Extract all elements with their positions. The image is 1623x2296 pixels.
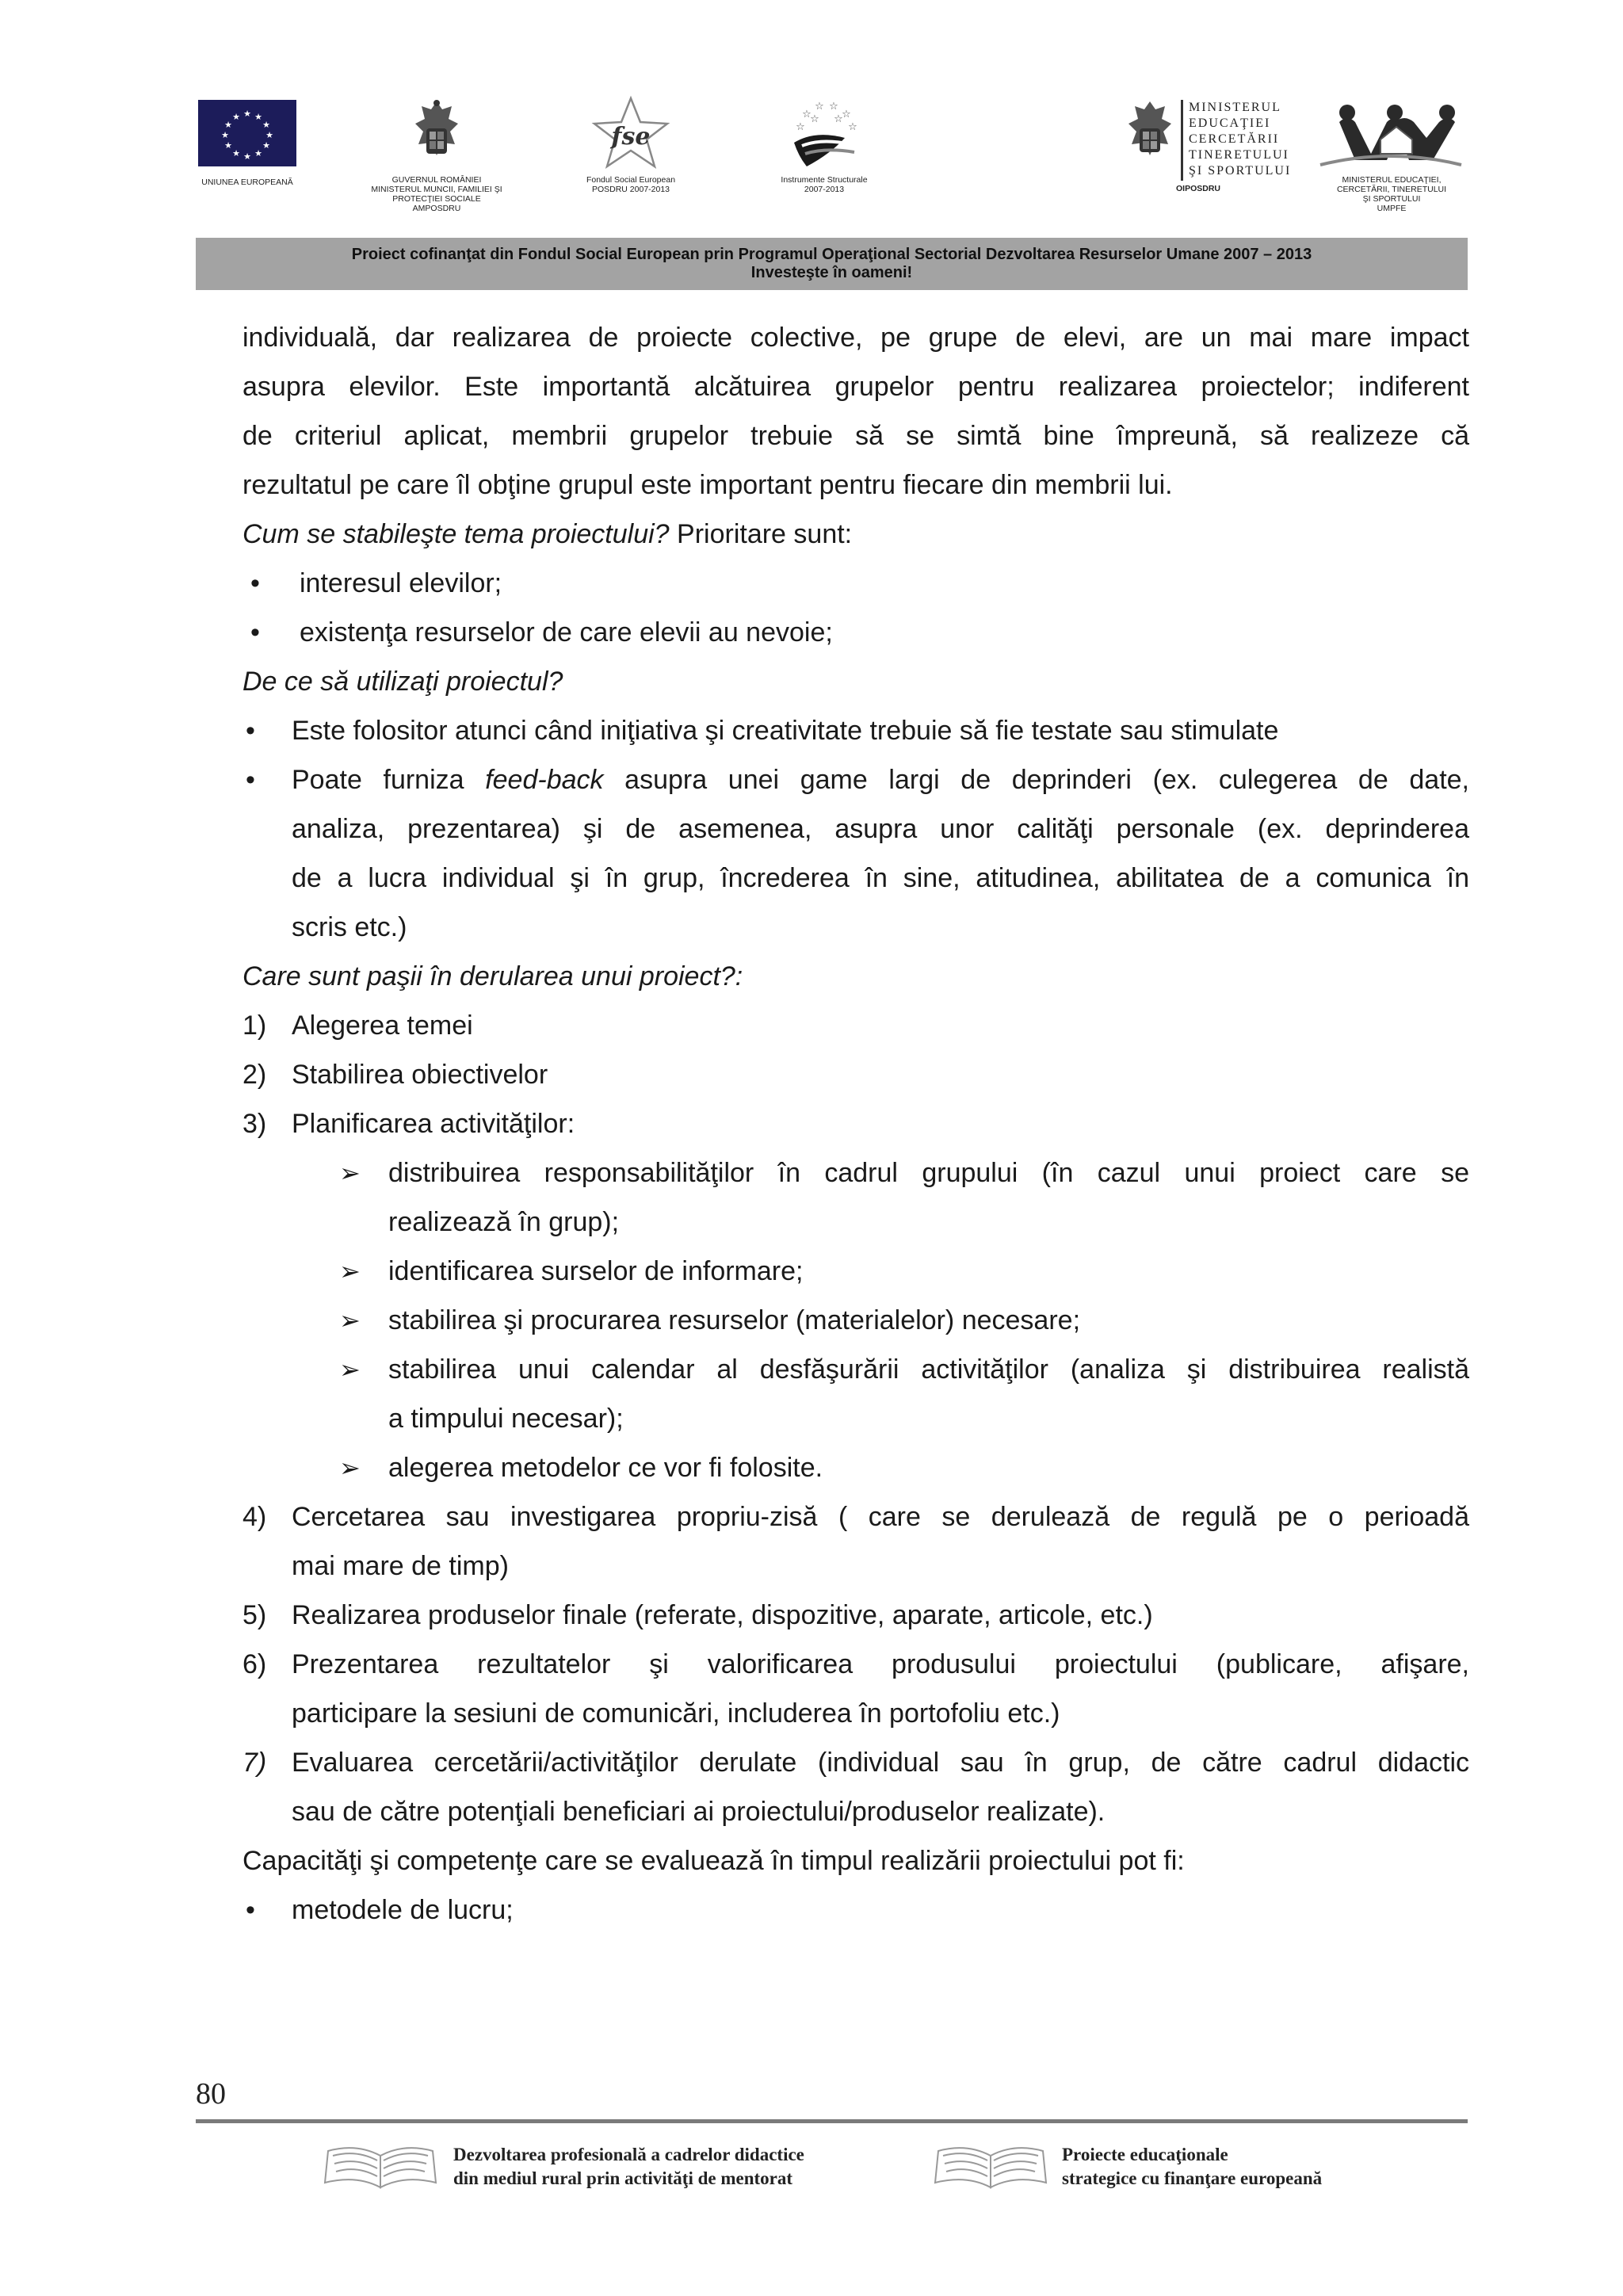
bullet-icon: • — [246, 765, 255, 795]
step-number: 5) — [242, 1600, 267, 1630]
paragraph-line: asupra elevilor. Este importantă alcătuirea grupelor pentru realizarea proiectelor; indiferent — [242, 372, 1469, 402]
bullet-item-cont: de a lucra individual şi în grup, încrederea în sine, atitudinea, abilitatea de a comunica în — [292, 863, 1469, 893]
fse-logo — [590, 95, 672, 173]
eu-flag-logo — [198, 100, 296, 166]
project-banner — [196, 238, 1468, 290]
svg-text:★: ★ — [243, 151, 251, 162]
paragraph-line: de criteriul aplicat, membrii grupelor trebuie să se simtă bine împreună, să realizeze că — [242, 421, 1469, 451]
footer-right-text: Proiecte educaţionale strategice cu finanţare europeană — [1062, 2145, 1323, 2188]
banner-line-2: Investeşte în oameni! — [750, 264, 913, 281]
sub-item: stabilirea şi procurarea resurselor (materialelor) necesare; — [388, 1305, 1081, 1335]
bullet-item: existenţa resurselor de care elevii au nevoie; — [300, 617, 833, 648]
step-text-cont: participare la sesiuni de comunicări, includerea în portofoliu etc.) — [292, 1698, 1060, 1729]
bullet-item: Poate furniza feed-back asupra unei game largi de deprinderi (ex. culegerea de date, — [292, 765, 1469, 795]
svg-text:★: ★ — [243, 109, 251, 119]
capacities-intro: Capacităţi şi competenţe care se evaluează în timpul realizării proiectului pot fi: — [242, 1846, 1185, 1876]
svg-text:★: ★ — [224, 140, 232, 151]
paragraph-line: individuală, dar realizarea de proiecte colective, pe grupe de elevi, are un mai mare impact — [242, 323, 1469, 353]
sub-item: identificarea surselor de informare; — [388, 1256, 804, 1286]
instrumente-label: Instrumente Structurale 2007-2013 — [781, 175, 868, 194]
arrow-bullet-icon: ➢ — [339, 1306, 361, 1335]
ministry-divider — [1181, 100, 1183, 181]
step-text: Cercetarea sau investigarea propriu-zisă ( care se derulează de regulă pe o perioadă — [292, 1502, 1469, 1532]
coat-of-arms-icon — [411, 97, 463, 173]
svg-text:★: ★ — [232, 112, 240, 122]
question-steps: Care sunt paşii în derularea unui proiect?: — [242, 961, 743, 991]
svg-text:☆: ☆ — [802, 109, 812, 120]
arrow-bullet-icon: ➢ — [339, 1454, 361, 1482]
step-text-cont: sau de către potenţiali beneficiari ai proiectului/produselor realizate). — [292, 1797, 1106, 1827]
arrow-bullet-icon: ➢ — [339, 1355, 361, 1384]
step-number: 4) — [242, 1502, 267, 1532]
page-number: 80 — [196, 2077, 226, 2111]
step-number: 1) — [242, 1010, 267, 1041]
bullet-icon: • — [246, 1895, 255, 1925]
footer-left-text: Dezvoltarea profesională a cadrelor didactice din mediul rural prin activităţi de mentorat — [453, 2145, 804, 2188]
bullet-item-cont: scris etc.) — [292, 912, 407, 942]
step-text: Realizarea produselor finale (referate, dispozitive, aparate, articole, etc.) — [292, 1600, 1153, 1630]
fse-label: Fondul Social European POSDRU 2007-2013 — [586, 175, 676, 194]
bullet-icon: • — [250, 617, 260, 648]
step-text: Planificarea activităţilor: — [292, 1109, 575, 1139]
banner-line-1: Proiect cofinanţat din Fondul Social European prin Programul Operaţional Sectorial Dezvoltarea Resurselor Umane 2007 – 2013 — [351, 246, 1312, 263]
footer-divider — [196, 2119, 1468, 2123]
step-text: Evaluarea cercetării/activităţilor derulate (individual sau în grup, de către cadrul didactic — [292, 1748, 1469, 1778]
bullet-icon: • — [246, 716, 255, 746]
instrumente-structurale-logo — [783, 98, 865, 176]
step-number: 3) — [242, 1109, 267, 1139]
step-number: 2) — [242, 1060, 267, 1090]
question-theme — [242, 510, 852, 559]
sub-item-cont: a timpului necesar); — [388, 1404, 624, 1434]
svg-text:☆: ☆ — [796, 121, 805, 133]
bullet-item-cont: analiza, prezentarea) şi de asemenea, asupra unor calităţi personale (ex. deprinderea — [292, 814, 1469, 844]
gov-romania-label: GUVERNUL ROMÂNIEI MINISTERUL MUNCII, FAMILIEI ŞI PROTECŢIEI SOCIALE AMPOSDRU — [371, 175, 502, 213]
svg-text:☆: ☆ — [848, 121, 857, 133]
eu-flag-label: UNIUNEA EUROPEANĂ — [201, 178, 293, 187]
bullet-item: Este folositor atunci când iniţiativa şi creativitate trebuie să fie testate sau stimulate — [292, 716, 1279, 746]
step-text: Alegerea temei — [292, 1010, 473, 1041]
svg-text:fse: fse — [611, 123, 651, 151]
bullet-icon: • — [250, 568, 260, 598]
open-book-icon — [927, 2140, 1054, 2195]
arrow-bullet-icon: ➢ — [339, 1257, 361, 1286]
ministry-name: MINISTERUL EDUCAŢIEI CERCETĂRII TINERETULUI ŞI SPORTULUI — [1189, 101, 1292, 178]
umpfe-label: MINISTERUL EDUCAŢIEI, CERCETĂRII, TINERETULUI ŞI SPORTULUI UMPFE — [1336, 175, 1447, 213]
svg-text:★: ★ — [232, 148, 240, 159]
svg-text:★: ★ — [224, 120, 232, 130]
sub-item: distribuirea responsabilităţilor în cadrul grupului (în cazul unui proiect care se — [388, 1158, 1469, 1188]
oiposdru-label: OIPOSDRU — [1175, 184, 1220, 193]
svg-text:☆: ☆ — [815, 101, 824, 113]
open-book-icon — [317, 2140, 444, 2195]
paragraph-line: rezultatul pe care îl obţine grupul este important pentru fiecare din membrii lui. — [242, 470, 1173, 500]
svg-text:★: ★ — [254, 148, 262, 159]
arrow-bullet-icon: ➢ — [339, 1159, 361, 1187]
svg-text:☆: ☆ — [829, 101, 838, 113]
svg-text:☆: ☆ — [834, 113, 843, 125]
sub-item-cont: realizează în grup); — [388, 1207, 620, 1237]
step-text-cont: mai mare de timp) — [292, 1551, 509, 1581]
sub-item: alegerea metodelor ce vor fi folosite. — [388, 1453, 823, 1483]
umpfe-logo — [1316, 98, 1466, 171]
step-text: Prezentarea rezultatelor şi valorificarea produsului proiectului (publicare, afişare, — [292, 1649, 1469, 1679]
svg-text:☆: ☆ — [842, 109, 851, 120]
svg-text:★: ★ — [265, 130, 273, 140]
svg-text:★: ★ — [221, 130, 229, 140]
bullet-item: interesul elevilor; — [300, 568, 502, 598]
step-text: Stabilirea obiectivelor — [292, 1060, 548, 1090]
step-number: 7) — [242, 1748, 267, 1778]
question-why: De ce să utilizaţi proiectul? — [242, 667, 563, 697]
svg-text:☆: ☆ — [810, 113, 819, 125]
ministry-crest-icon — [1125, 98, 1174, 171]
question-theme-italic: Cum se stabileşte tema proiectului? — [242, 519, 670, 549]
step-number: 6) — [242, 1649, 267, 1679]
bullet-item: metodele de lucru; — [292, 1895, 514, 1925]
svg-text:★: ★ — [262, 140, 270, 151]
question-theme-rest: Prioritare sunt: — [669, 519, 853, 549]
svg-text:★: ★ — [254, 112, 262, 122]
sub-item: stabilirea unui calendar al desfăşurării activităţilor (analiza şi distribuirea realistă — [388, 1354, 1469, 1385]
svg-text:★: ★ — [262, 120, 270, 130]
